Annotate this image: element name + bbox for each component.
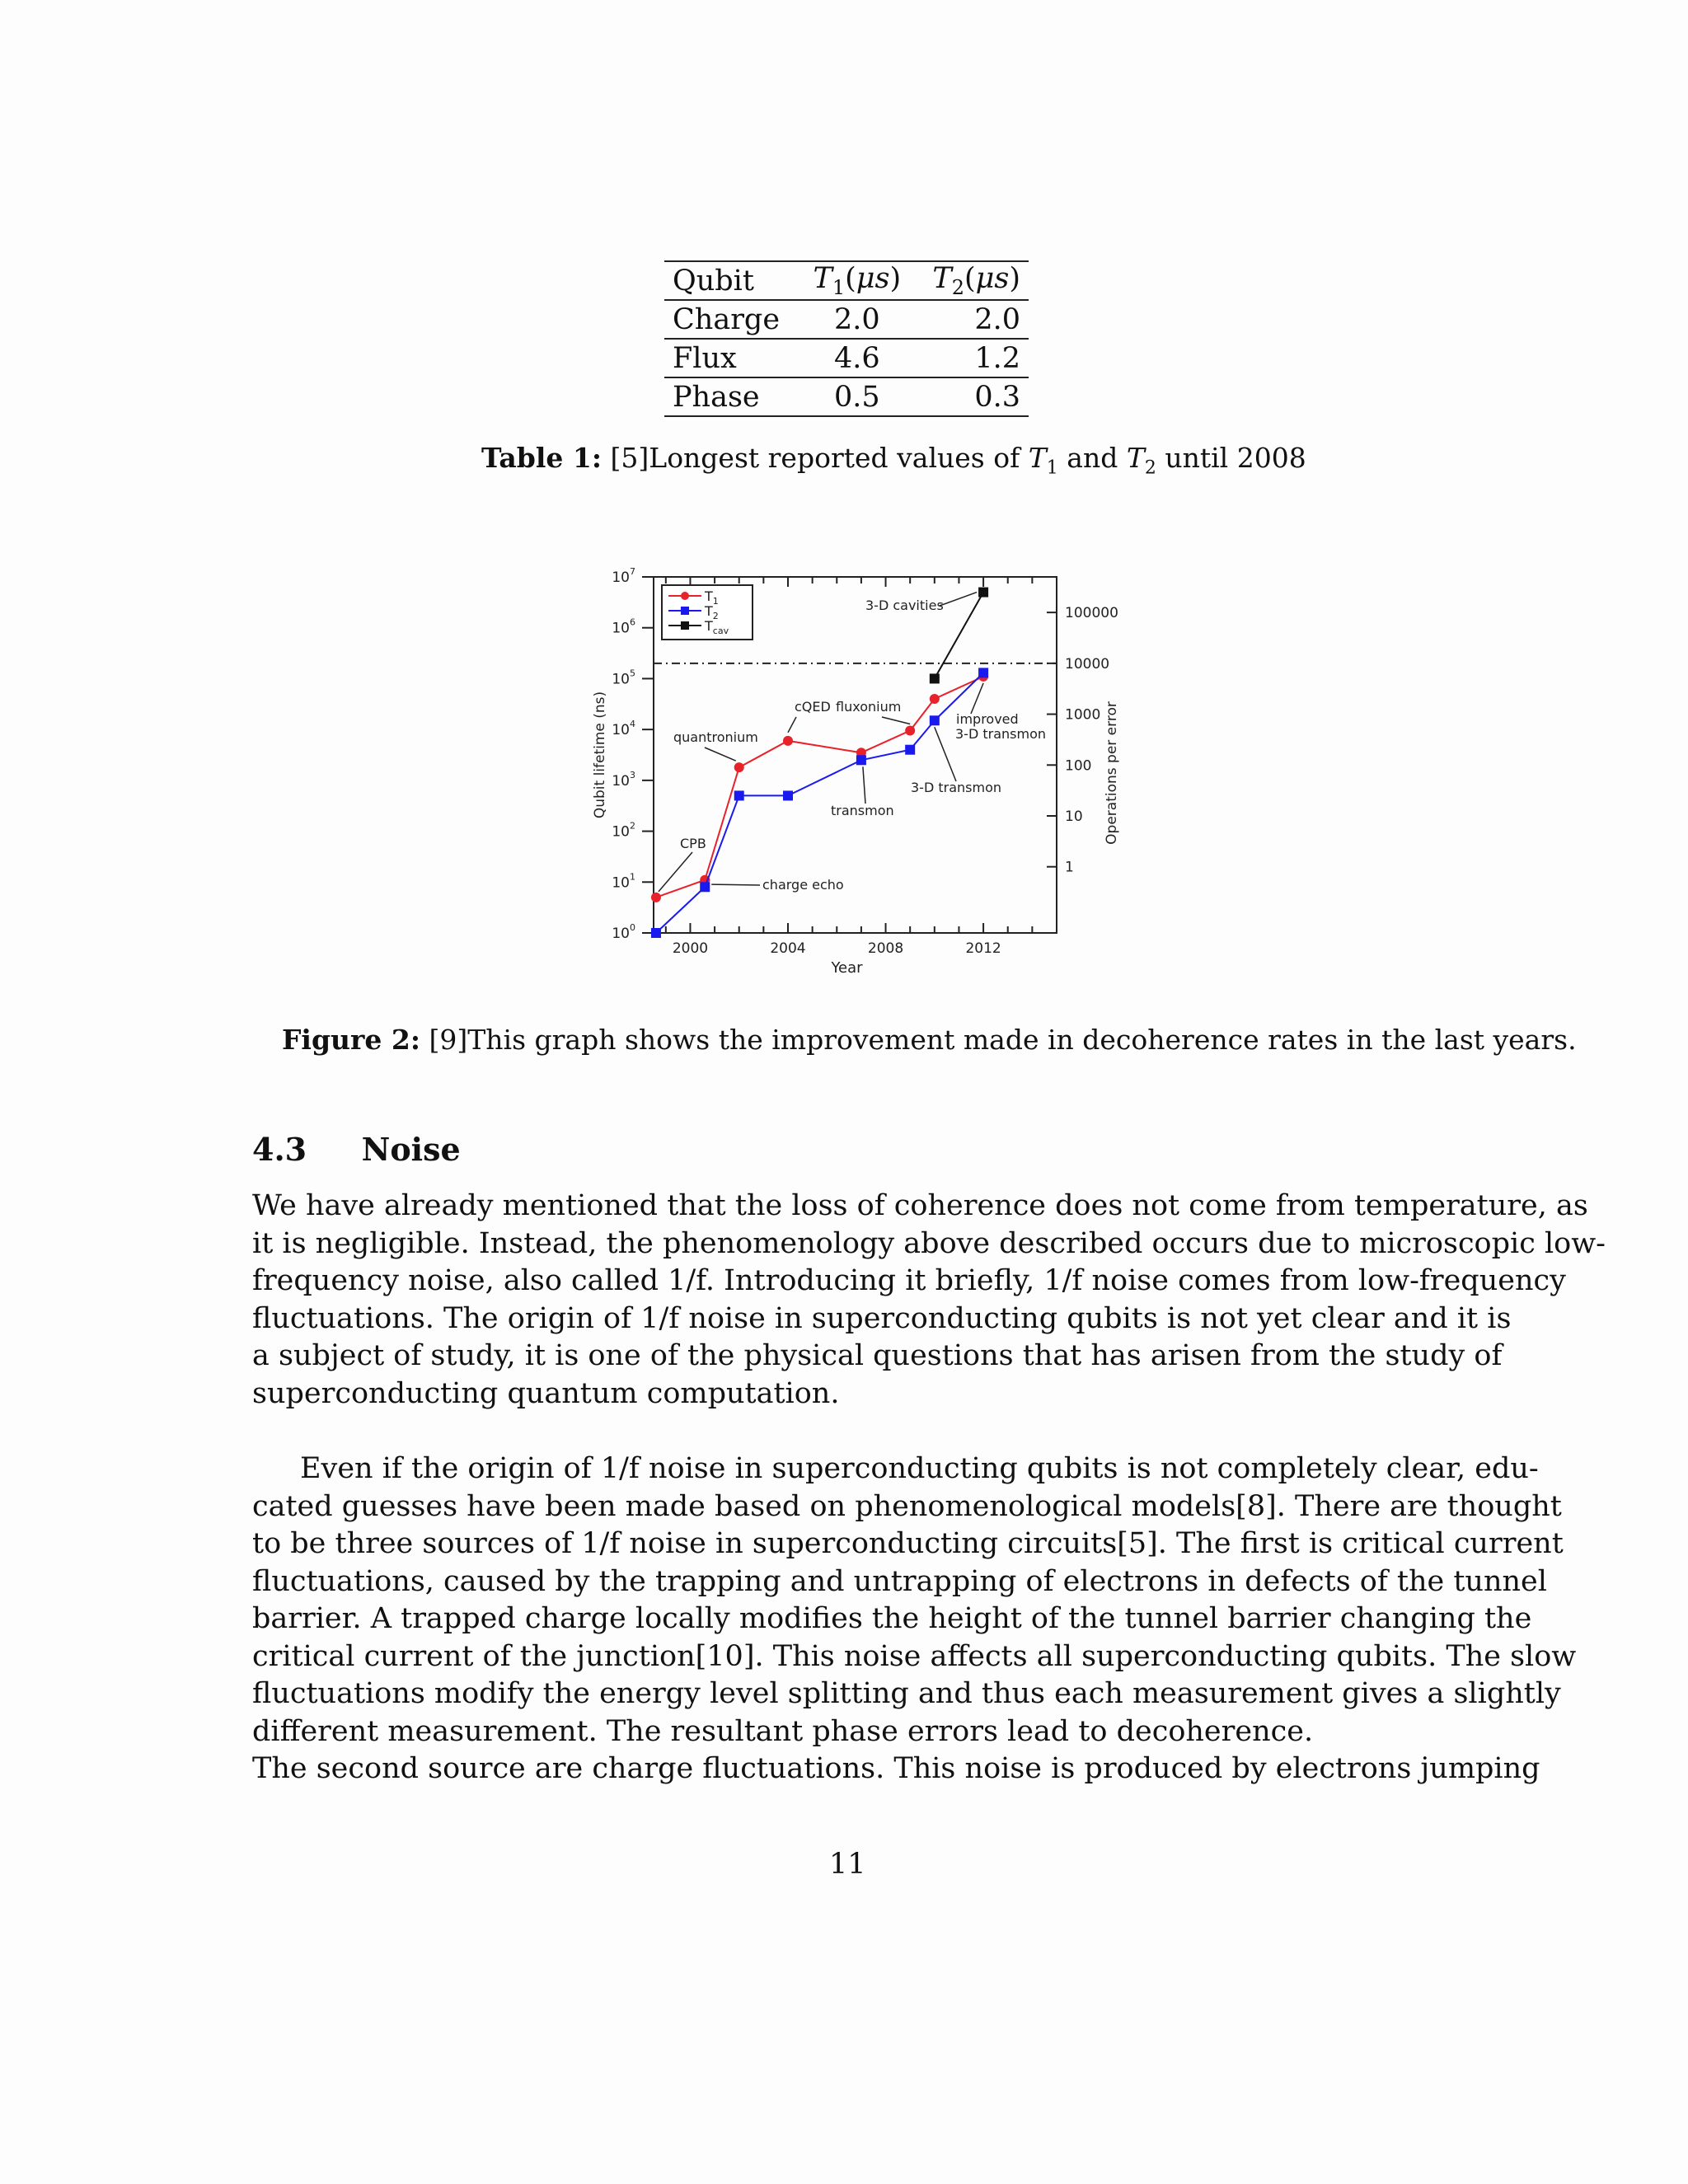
section-heading — [252, 1131, 461, 1168]
annotation-arrow — [863, 766, 865, 804]
y-tick-label: $10^7$ — [612, 566, 635, 586]
data-point-t2 — [700, 882, 710, 892]
x-tick-label: 2008 — [867, 940, 904, 957]
annotation-arrow — [788, 717, 796, 733]
annotation-label: charge echo — [762, 877, 844, 893]
annotation-label: transmon — [831, 803, 894, 818]
y2-tick-label: 100 — [1065, 757, 1092, 775]
table-cell: Flux — [673, 341, 737, 375]
table-header-qubit: Qubit — [673, 264, 754, 298]
paragraph-line: Even if the origin of 1/f noise in superconducting qubits is not completely clear, edu- — [300, 1452, 1539, 1485]
y-tick-label: $10^5$ — [612, 668, 635, 688]
data-point-t2 — [783, 790, 793, 800]
y2-axis-label: Operations per error — [1104, 701, 1120, 845]
table-cell: Charge — [673, 302, 781, 336]
annotation-arrow — [935, 727, 956, 781]
table-row — [664, 339, 1029, 377]
x-tick-label: 2012 — [965, 940, 1001, 957]
table-row — [664, 300, 1029, 339]
y2-tick-label: 1000 — [1065, 706, 1101, 724]
y-tick-label: $10^1$ — [612, 871, 635, 892]
table-cell: 0.5 — [833, 380, 880, 414]
data-point-t1 — [651, 893, 661, 902]
paragraph-line: fluctuations modify the energy level splitting and thus each measurement gives a slightly — [252, 1677, 1561, 1710]
y-tick-label: $10^2$ — [612, 820, 635, 841]
annotation-arrow — [940, 593, 977, 606]
y-tick-label: $10^6$ — [612, 616, 635, 637]
annotation-label: 3-D cavities — [865, 598, 944, 613]
x-tick-label: 2000 — [672, 940, 709, 957]
figure-caption-label: Figure 2: — [282, 1024, 421, 1056]
data-point-t2 — [930, 715, 940, 725]
data-point-t1 — [905, 726, 915, 736]
legend-label: $T_2$ — [705, 603, 719, 621]
table-cell: 2.0 — [833, 302, 880, 336]
figure-caption — [282, 1024, 1577, 1056]
paragraph-line: fluctuations. The origin of 1/f noise in superconducting qubits is not yet clear and it is — [252, 1301, 1512, 1335]
table-header-t1: $T_1(\mu s)$ — [813, 262, 902, 299]
legend-label: $T_1$ — [705, 588, 719, 607]
table-cell: 1.2 — [974, 341, 1020, 375]
data-point-t2 — [905, 745, 915, 755]
y-tick-label: $10^4$ — [612, 719, 635, 739]
y2-tick-label: 10 — [1065, 808, 1083, 825]
annotation-arrow — [971, 683, 983, 714]
data-point-t2 — [856, 755, 866, 765]
paragraph-1 — [252, 1188, 1606, 1413]
figure-caption-text: [9]This graph shows the improvement made in decoherence rates in the last years. — [429, 1024, 1577, 1056]
annotation-label: fluxonium — [836, 699, 902, 715]
paragraph-line: frequency noise, also called 1/f. Introducing it briefly, 1/f noise comes from low-frequency — [252, 1264, 1566, 1297]
y2-tick-label: 100000 — [1065, 605, 1118, 622]
table-cell: 0.3 — [974, 380, 1020, 414]
annotation-label: 3-D transmon — [955, 726, 1047, 742]
paragraph-line: barrier. A trapped charge locally modifies the height of the tunnel barrier changing the — [252, 1602, 1532, 1635]
annotation-arrow — [711, 884, 760, 885]
paragraph-line: different measurement. The resultant phase errors lead to decoherence. — [252, 1714, 1314, 1748]
annotation-label: cQED — [795, 699, 831, 715]
paragraph-2 — [252, 1451, 1577, 1788]
annotation-arrow — [882, 717, 910, 724]
paragraph-line: it is negligible. Instead, the phenomenology above described occurs due to microscopic low- — [252, 1226, 1606, 1260]
paragraph-line: cated guesses have been made based on phenomenological models[8]. There are thought — [252, 1489, 1562, 1523]
table-caption — [481, 442, 1306, 479]
table-cell: 4.6 — [833, 341, 880, 375]
annotation-label: 3-D transmon — [911, 780, 1002, 795]
y-axis-label: Qubit lifetime (ns) — [592, 691, 608, 819]
annotation-label: quantronium — [673, 729, 758, 745]
paragraph-line: to be three sources of 1/f noise in superconducting circuits[5]. The first is critical current — [252, 1527, 1564, 1560]
table-cell: 2.0 — [974, 302, 1020, 336]
data-point-tcav — [930, 673, 940, 683]
paragraph-line: superconducting quantum computation. — [252, 1376, 840, 1410]
legend-marker — [681, 621, 689, 630]
data-point-t1 — [930, 694, 940, 704]
data-point-t1 — [783, 736, 793, 746]
paragraph-line: We have already mentioned that the loss of coherence does not come from temperature, as — [252, 1189, 1588, 1222]
table-row — [664, 377, 1029, 416]
annotation-label: CPB — [680, 836, 706, 851]
data-point-t2 — [734, 790, 744, 800]
y2-tick-label: 1 — [1065, 859, 1074, 876]
paragraph-line: fluctuations, caused by the trapping and untrapping of electrons in defects of the tunnel — [252, 1564, 1547, 1598]
paragraph-line: The second source are charge fluctuations. This noise is produced by electrons jumping — [252, 1752, 1540, 1785]
data-point-t2 — [651, 928, 661, 938]
data-point-tcav — [978, 588, 988, 598]
table-caption-label: Table 1: — [481, 442, 603, 474]
legend-marker — [681, 607, 689, 615]
y-tick-label: $10^0$ — [612, 922, 635, 942]
paragraph-line: critical current of the junction[10]. This noise affects all superconducting qubits. The slow — [252, 1639, 1577, 1673]
section-title: Noise — [361, 1131, 461, 1168]
table-header-t2: $T_2(\mu s)$ — [932, 262, 1020, 299]
decoherence-chart — [577, 560, 1137, 989]
paragraph-line: a subject of study, it is one of the physical questions that has arisen from the study of — [252, 1339, 1503, 1372]
legend-marker — [681, 592, 689, 600]
section-number: 4.3 — [252, 1131, 307, 1168]
y2-tick-label: 10000 — [1065, 655, 1110, 673]
x-axis-label: Year — [831, 959, 863, 977]
data-point-t2 — [978, 668, 988, 677]
qubit-table — [664, 260, 1029, 417]
table-cell: Phase — [673, 380, 760, 414]
annotation-label: improved — [956, 711, 1019, 727]
legend-label: $T_{cav}$ — [705, 618, 729, 636]
annotation-arrow — [705, 748, 736, 761]
data-point-t1 — [734, 762, 744, 772]
x-tick-label: 2004 — [770, 940, 806, 957]
page-number: 11 — [829, 1848, 866, 1881]
table-header-row — [664, 261, 1029, 300]
y-tick-label: $10^3$ — [612, 769, 635, 790]
table-caption-text: [5]Longest reported values of $T_1$ and $T_2$ until 2008 — [610, 442, 1306, 479]
